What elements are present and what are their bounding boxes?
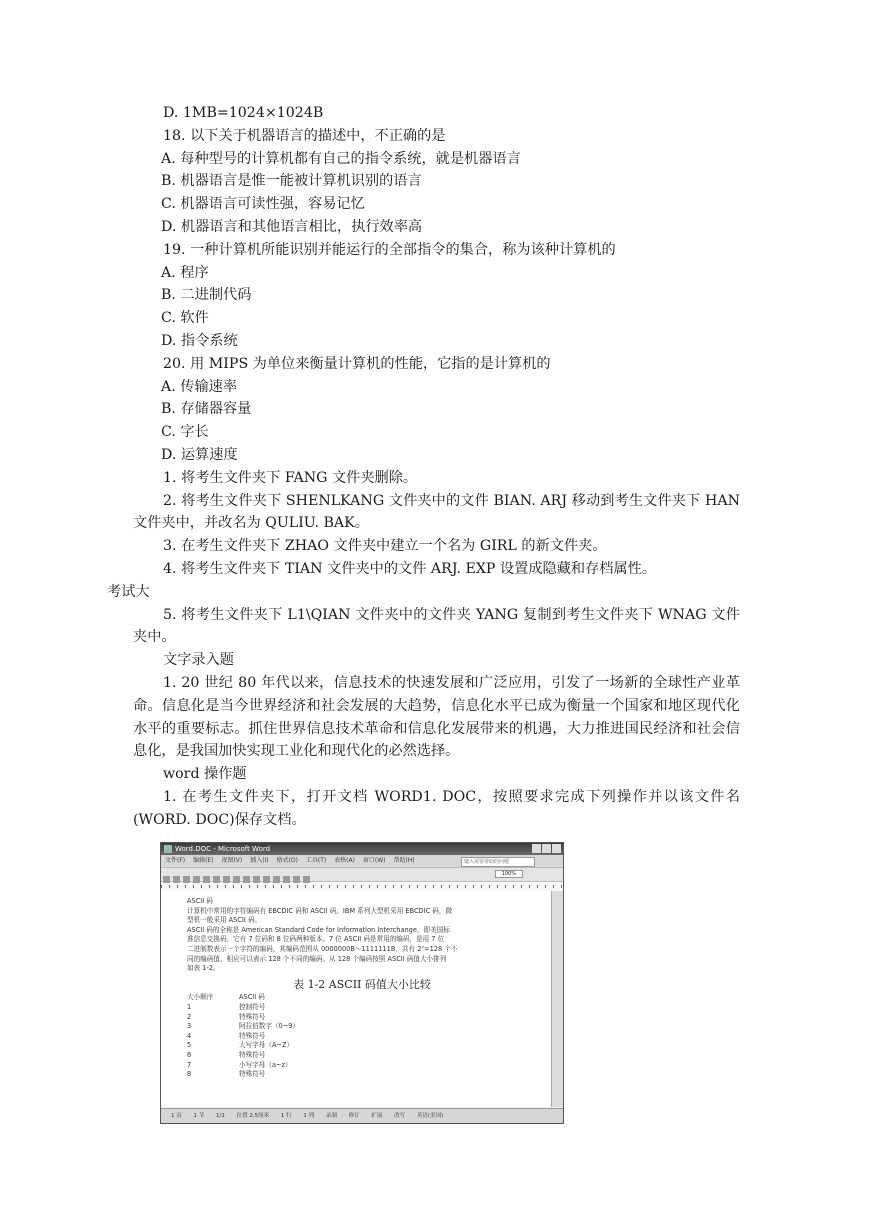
document-body (107, 102, 740, 832)
menu-window: 窗口(W) (362, 857, 386, 864)
q19-option-c: C. 软件 (161, 310, 209, 327)
undo-icon (253, 876, 260, 883)
word-app-icon (164, 845, 172, 853)
question-20: 20. 用 MIPS 为单位来衡量计算机的性能，它指的是计算机的 (163, 355, 551, 372)
table-row (187, 1041, 537, 1051)
q20-option-a: A. 传输速率 (161, 378, 238, 395)
table-cell: 小写字母（a~z） (239, 1060, 292, 1069)
columns-icon (293, 876, 300, 883)
question-19: 19. 一种计算机所能识别并能运行的全部指令的集合，称为该种计算机的 (163, 241, 616, 258)
doc-line: 同的编码值，相应可以表示 128 个不同的编码。从 128 个编码按照 ASCII 码值大小排列 (187, 954, 447, 963)
operation-5: 5. 将考生文件夹下 L1\QIAN 文件夹中的文件夹 YANG 复制到考生文件夹下 WNAG 文件夹中。 (133, 606, 740, 646)
q18-option-c: C. 机器语言可读性强，容易记忆 (161, 196, 365, 213)
table-row (187, 1070, 537, 1080)
word-toolbar (161, 868, 563, 882)
menu-edit: 编辑(E) (193, 857, 214, 864)
close-icon (552, 844, 561, 853)
status-rec: 录制 (325, 1113, 337, 1119)
paste-icon (243, 876, 250, 883)
zoom-select: 100% (495, 870, 523, 878)
table-row (187, 1032, 537, 1042)
spell-icon (213, 876, 220, 883)
q19-option-b: B. 二进制代码 (161, 287, 252, 304)
operation-4: 4. 将考生文件夹下 TIAN 文件夹中的文件 ARJ. EXP 设置成隐藏和存档属性。 (163, 560, 657, 577)
table-cell: 2 (187, 1012, 192, 1021)
q18-option-a: A. 每种型号的计算机都有自己的指令系统，就是机器语言 (161, 150, 521, 167)
doc-line: 如表 1-2。 (187, 964, 220, 973)
q18-option-b: B. 机器语言是惟一能被计算机识别的语言 (161, 173, 422, 190)
status-ovr: 改写 (394, 1113, 406, 1119)
word-menubar (161, 855, 563, 868)
watermark-brand: 考试大 (107, 583, 150, 600)
status-line: 1 行 (280, 1113, 292, 1119)
drawing-icon (303, 876, 310, 883)
maximize-icon (542, 844, 551, 853)
word-document-area (161, 891, 551, 1107)
vertical-scrollbar (551, 891, 563, 1107)
table-row (187, 1022, 537, 1032)
open-icon (173, 876, 180, 883)
word-statusbar (161, 1108, 563, 1123)
status-pages: 1/1 (216, 1113, 225, 1119)
copy-icon (233, 876, 240, 883)
table-cell: 特殊符号 (239, 1031, 266, 1040)
table-icon (283, 876, 290, 883)
word-question-1: 1. 在考生文件夹下，打开文档 WORD1. DOC，按照要求完成下列操作并以该文件名(WORD. DOC)保存文档。 (133, 788, 740, 828)
table-row (187, 1013, 537, 1023)
help-search-box: 键入需要帮助的问题 (461, 857, 535, 867)
table-cell: 特殊符号 (239, 1070, 266, 1079)
doc-line: 型机一般采用 ASCII 码。 (187, 916, 262, 925)
table-cell: 控制符号 (239, 1002, 266, 1011)
save-icon (183, 876, 190, 883)
typing-passage: 1. 20 世纪 80 年代以来，信息技术的快速发展和广泛应用，引发了一场新的全球性产业革命。信息化是当今世界经济和社会发展的大趋势，信息化水平已成为衡量一个国家和地区现代化水平的重要标志。抓住世界信息技术革命和信息化发展带来的机遇，大力推进国民经济和社会信息化，是我国加快实现工业化和现代化的必然选择。 (133, 674, 740, 760)
q18-option-d: D. 机器语言和其他语言相比，执行效率高 (161, 218, 423, 235)
cut-icon (223, 876, 230, 883)
table-title: 表 1-2 ASCII 码值大小比较 (293, 977, 431, 991)
table-cell: 大写字母（A~Z） (239, 1041, 294, 1050)
menu-format: 格式(O) (276, 857, 298, 864)
menu-view: 视图(V) (221, 857, 243, 864)
status-position: 位置 2.5厘米 (236, 1113, 270, 1119)
operation-2: 2. 将考生文件夹下 SHENLKANG 文件夹中的文件 BIAN. ARJ 移动到考生文件夹下 HAN 文件夹中，并改名为 QULIU. BAK。 (133, 492, 740, 532)
doc-line: 准信息交换码。它有 7 位码和 8 位码两种版本。7 位 ASCII 码是常用的编码，是用 7 位 (187, 935, 445, 944)
minimize-icon (532, 844, 541, 853)
word-section-heading: word 操作题 (163, 766, 247, 783)
table-cell: 4 (187, 1031, 192, 1040)
table-header-cell: ASCII 码 (239, 993, 265, 1002)
q19-option-d: D. 指令系统 (161, 332, 238, 349)
preview-icon (203, 876, 210, 883)
q19-option-a: A. 程序 (161, 264, 209, 281)
q17-option-d: D. 1MB=1024×1024B (163, 105, 324, 121)
table-header-cell: 大小顺序 (187, 993, 214, 1002)
table-cell: 特殊符号 (239, 1050, 266, 1059)
window-title: Word.DOC - Microsoft Word (175, 845, 271, 853)
table-row (187, 1003, 537, 1013)
status-trk: 修订 (348, 1113, 360, 1119)
link-icon (273, 876, 280, 883)
menu-file: 文件(F) (165, 857, 186, 864)
redo-icon (263, 876, 270, 883)
doc-line: ASCII 码的全称是 American Standard Code for Information Interchange，即美国标 (187, 925, 450, 934)
print-icon (193, 876, 200, 883)
q20-option-b: B. 存储器容量 (161, 401, 252, 418)
menu-help: 帮助(H) (393, 857, 415, 864)
table-cell: 7 (187, 1060, 192, 1069)
word-document-text (187, 897, 537, 1080)
status-section: 1 节 (193, 1113, 205, 1119)
menu-insert: 插入(I) (250, 857, 269, 864)
menu-table: 表格(A) (334, 857, 355, 864)
word-titlebar (161, 843, 563, 855)
new-icon (163, 876, 170, 883)
table-header (187, 993, 537, 1003)
table-cell: 5 (187, 1041, 192, 1050)
operation-3: 3. 在考生文件夹下 ZHAO 文件夹中建立一个名为 GIRL 的新文件夹。 (163, 538, 607, 555)
table-cell: 特殊符号 (239, 1012, 266, 1021)
word-screenshot (160, 842, 564, 1124)
typing-section-heading: 文字录入题 (163, 652, 234, 669)
table-cell: 3 (187, 1022, 192, 1031)
status-page: 1 页 (171, 1113, 182, 1119)
doc-line: 二进制数表示一个字符的编码，其编码范围从 0000000B～1111111B，共有 2⁷=128 个不 (187, 944, 458, 953)
doc-line: 计算机中常用的字符编码有 EBCDIC 码和 ASCII 码。IBM 系列大型机采用 EBCDIC 码，微 (187, 906, 453, 915)
q20-option-c: C. 字长 (161, 424, 209, 441)
table-cell: 1 (187, 1002, 192, 1011)
q20-option-d: D. 运算速度 (161, 446, 238, 463)
table-row (187, 1061, 537, 1071)
question-18: 18. 以下关于机器语言的描述中，不正确的是 (163, 127, 446, 144)
table-cell: 6 (187, 1050, 192, 1059)
doc-line: ASCII 码 (187, 897, 213, 905)
status-language: 英语(美国) (416, 1113, 444, 1119)
table-cell: 8 (187, 1070, 192, 1079)
status-ext: 扩展 (371, 1113, 383, 1119)
table-row (187, 1051, 537, 1061)
table-cell: 阿拉伯数字（0~9） (239, 1022, 300, 1031)
menu-tools: 工具(T) (305, 857, 327, 864)
status-column: 1 列 (303, 1113, 315, 1119)
operation-1: 1. 将考生文件夹下 FANG 文件夹删除。 (163, 469, 418, 486)
